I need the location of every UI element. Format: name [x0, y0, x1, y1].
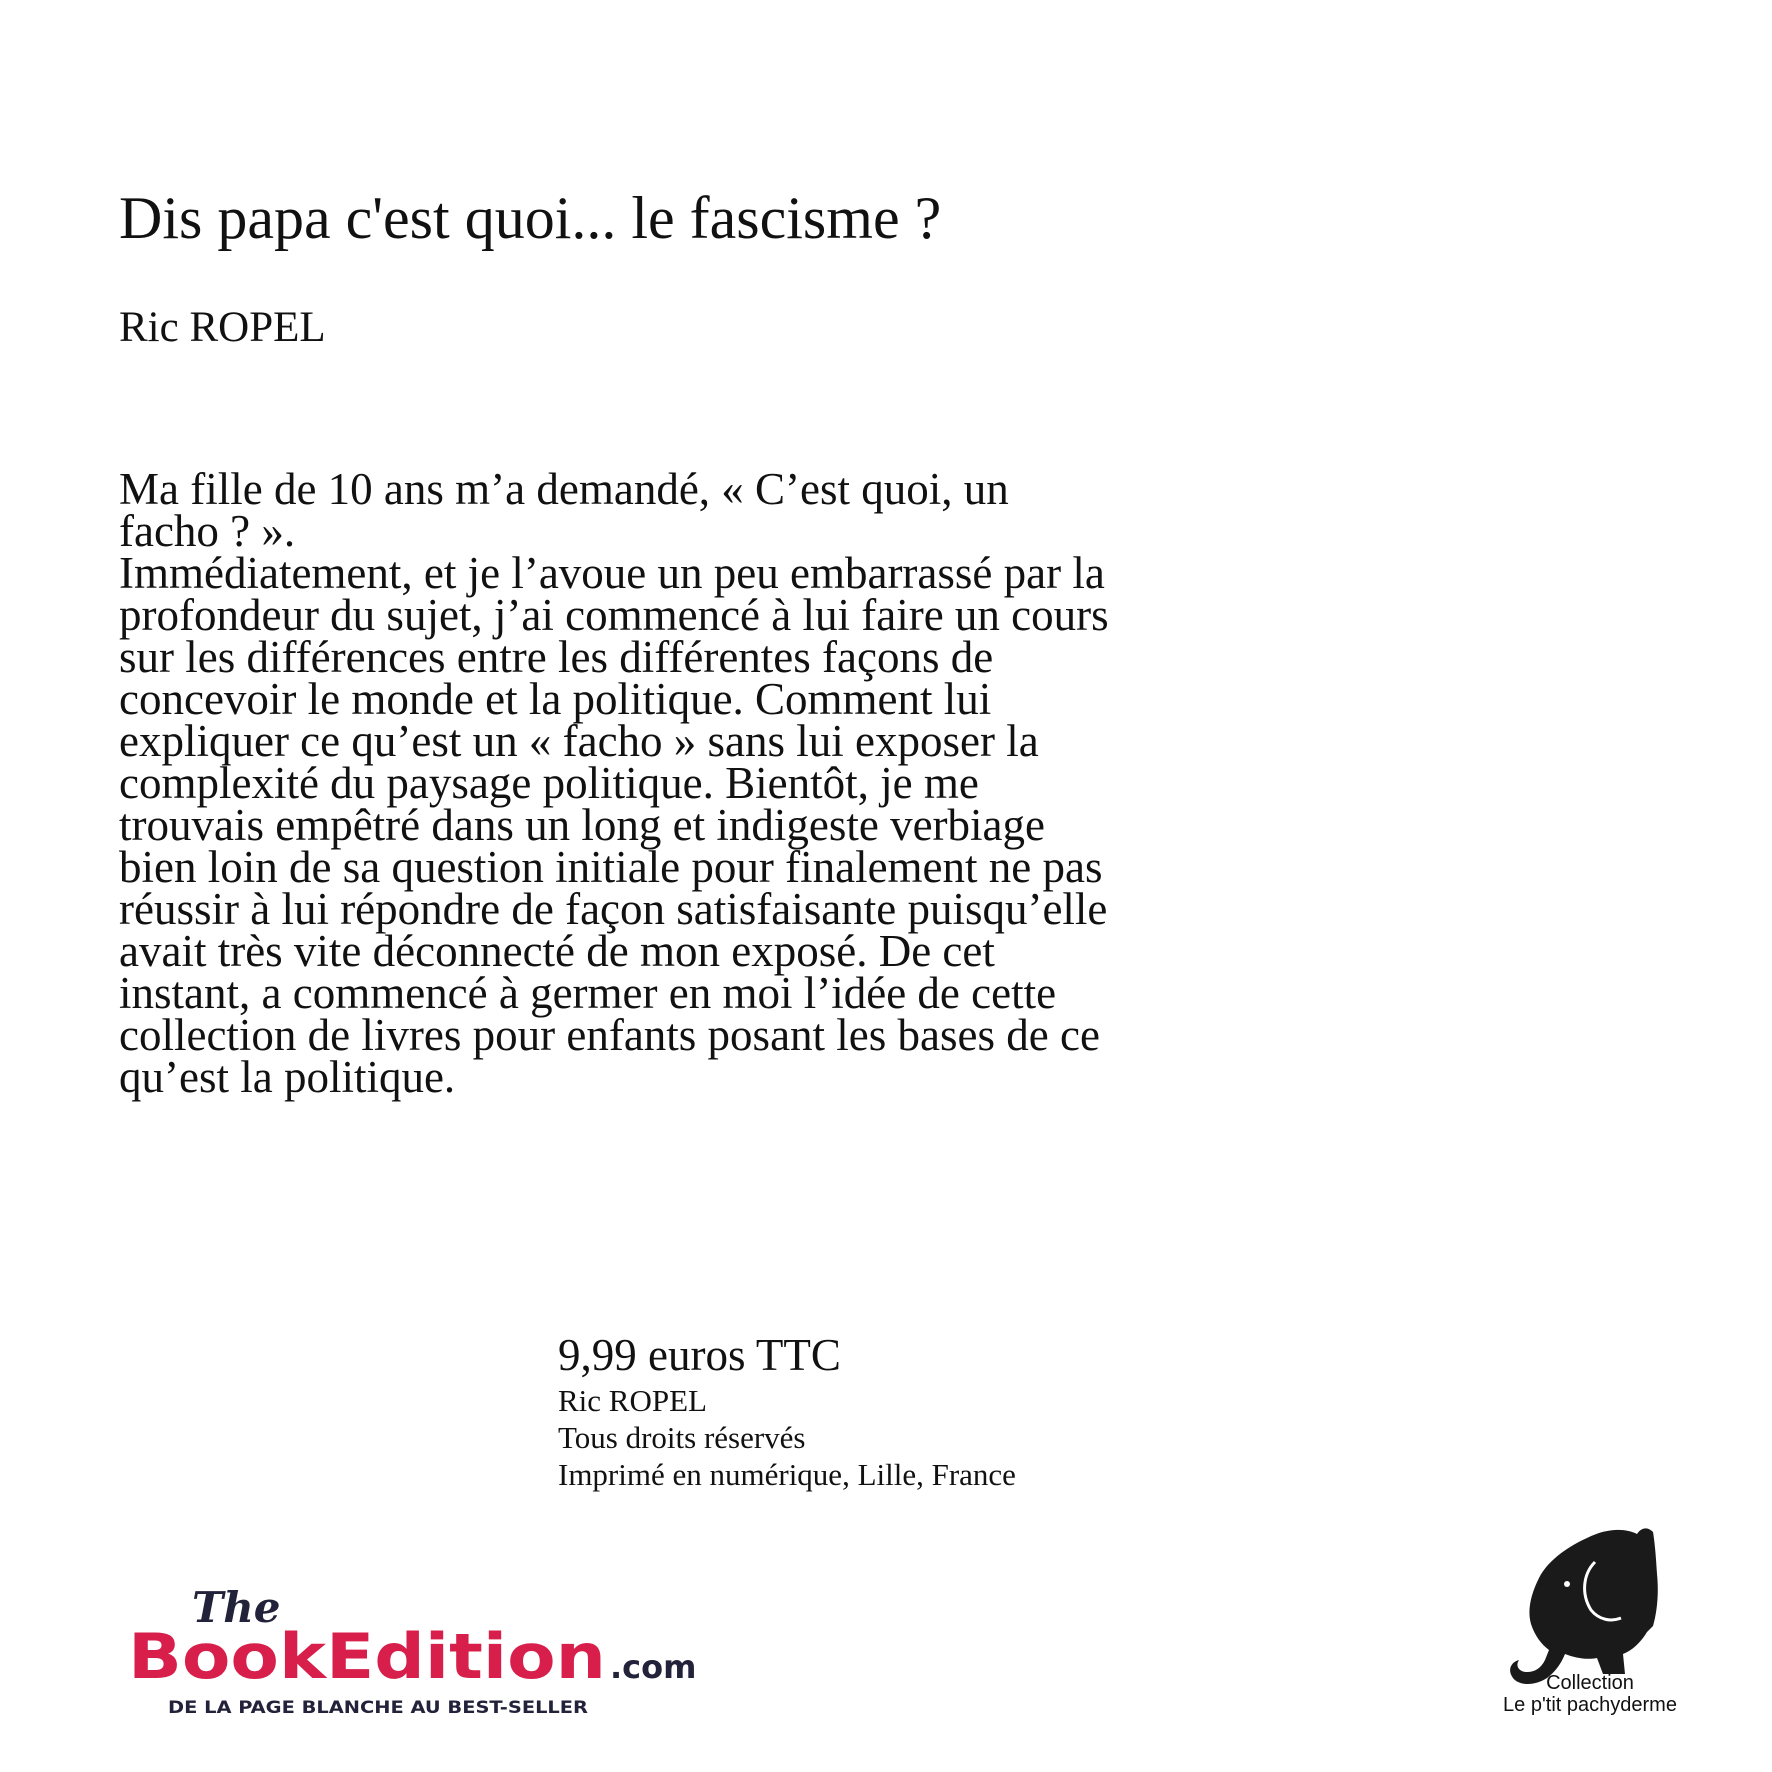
- blurb-line: sur les différences entre les différentes façons de: [119, 632, 994, 682]
- logo-tagline: DE LA PAGE BLANCHE AU BEST-SELLER: [168, 1698, 588, 1718]
- blurb-line: facho ? ».: [119, 506, 296, 556]
- collection-line-1: Collection: [1546, 1672, 1634, 1694]
- logo-name: BookEdition: [128, 1620, 606, 1693]
- price: 9,99 euros TTC: [558, 1330, 841, 1380]
- back-cover-blurb: [119, 464, 1349, 1102]
- blurb-line: collection de livres pour enfants posant les bases de ce: [119, 1010, 1100, 1060]
- printing-notice: Imprimé en numérique, Lille, France: [558, 1457, 1016, 1492]
- blurb-line: expliquer ce qu’est un « facho » sans lui exposer la: [119, 716, 1039, 766]
- blurb-line: profondeur du sujet, j’ai commencé à lui faire un cours: [119, 590, 1109, 640]
- imprint-author: Ric ROPEL: [558, 1383, 707, 1418]
- collection-label: [1470, 1672, 1710, 1716]
- rights-notice: Tous droits réservés: [558, 1420, 806, 1455]
- blurb-line: bien loin de sa question initiale pour finalement ne pas: [119, 842, 1103, 892]
- blurb-line: complexité du paysage politique. Bientôt, je me: [119, 758, 979, 808]
- logo-domain: .com: [610, 1648, 697, 1686]
- collection-line-2: Le p'tit pachyderme: [1503, 1694, 1677, 1716]
- blurb-line: qu’est la politique.: [119, 1052, 456, 1102]
- blurb-line: Ma fille de 10 ans m’a demandé, « C’est quoi, un: [119, 464, 1009, 514]
- blurb-line: trouvais empêtré dans un long et indigeste verbiage: [119, 800, 1045, 850]
- imprint-block: [558, 1328, 1016, 1493]
- blurb-line: Immédiatement, et je l’avoue un peu embarrassé par la: [119, 548, 1105, 598]
- book-author: Ric ROPEL: [119, 304, 326, 351]
- book-title: Dis papa c'est quoi... le fascisme ?: [119, 185, 942, 251]
- blurb-line: réussir à lui répondre de façon satisfaisante puisqu’elle: [119, 884, 1108, 934]
- publisher-logo: [128, 1578, 718, 1718]
- blurb-line: concevoir le monde et la politique. Comment lui: [119, 674, 992, 724]
- blurb-line: avait très vite déconnecté de mon exposé. De cet: [119, 926, 995, 976]
- logo-the: The: [192, 1583, 281, 1632]
- blurb-line: instant, a commencé à germer en moi l’idée de cette: [119, 968, 1057, 1018]
